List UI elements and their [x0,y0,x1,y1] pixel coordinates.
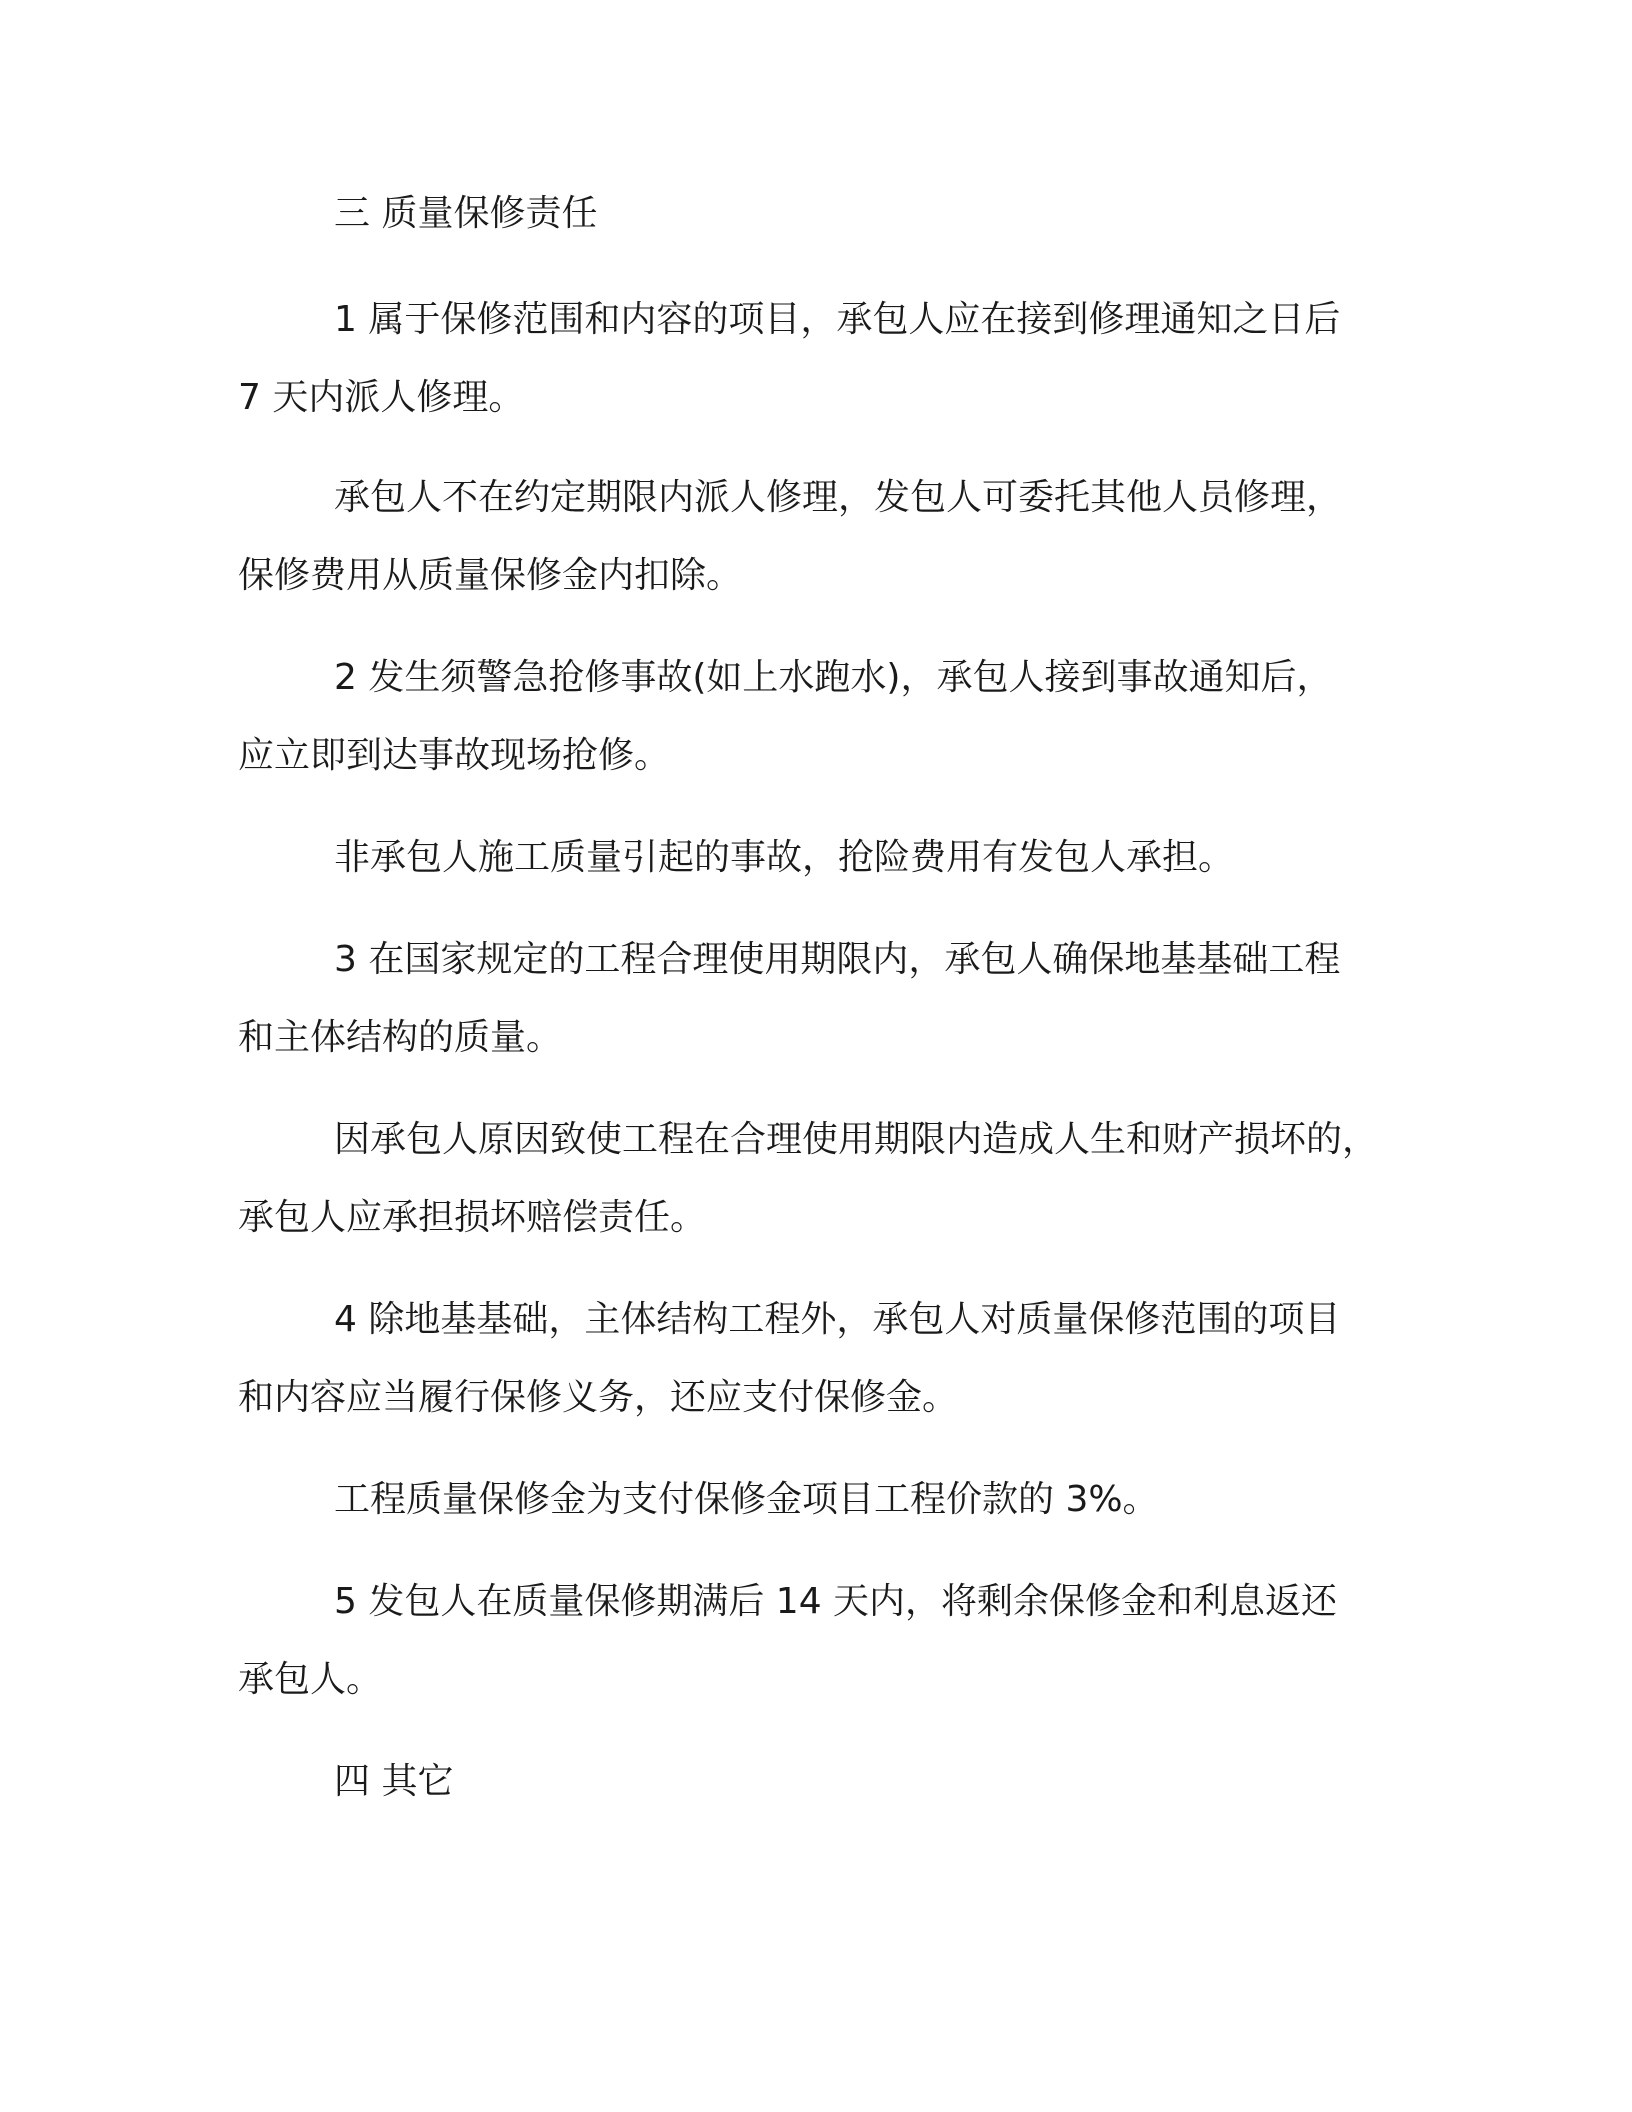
paragraph-line: 承包人不在约定期限内派人修理，发包人可委托其他人员修理， [334,477,1343,518]
paragraph-line: 7 天内派人修理。 [238,377,525,418]
paragraph-line: 和内容应当履行保修义务，还应支付保修金。 [238,1377,959,1418]
paragraph-line: 工程质量保修金为支付保修金项目工程价款的 3%。 [334,1479,1159,1520]
paragraph-line: 2 发生须警急抢修事故(如上水跑水)，承包人接到事故通知后， [334,657,1333,698]
paragraph-line: 因承包人原因致使工程在合理使用期限内造成人生和财产损坏的， [334,1119,1379,1160]
paragraph-line: 保修费用从质量保修金内扣除。 [238,555,743,596]
paragraph-line: 承包人。 [238,1659,383,1700]
paragraph-line: 承包人应承担损坏赔偿责任。 [238,1197,707,1238]
paragraph-line: 和主体结构的质量。 [238,1017,563,1058]
paragraph-line: 3 在国家规定的工程合理使用期限内，承包人确保地基基础工程 [334,939,1341,980]
paragraph-line: 5 发包人在质量保修期满后 14 天内，将剩余保修金和利息返还 [334,1581,1338,1622]
paragraph-line: 4 除地基基础，主体结构工程外，承包人对质量保修范围的项目 [334,1299,1341,1340]
section-heading-other: 四 其它 [334,1761,454,1802]
paragraph-line: 非承包人施工质量引起的事故，抢险费用有发包人承担。 [334,837,1235,878]
section-heading-quality-warranty: 三 质量保修责任 [334,193,598,234]
paragraph-line: 应立即到达事故现场抢修。 [238,735,671,776]
paragraph-line: 1 属于保修范围和内容的项目，承包人应在接到修理通知之日后 [334,299,1341,340]
